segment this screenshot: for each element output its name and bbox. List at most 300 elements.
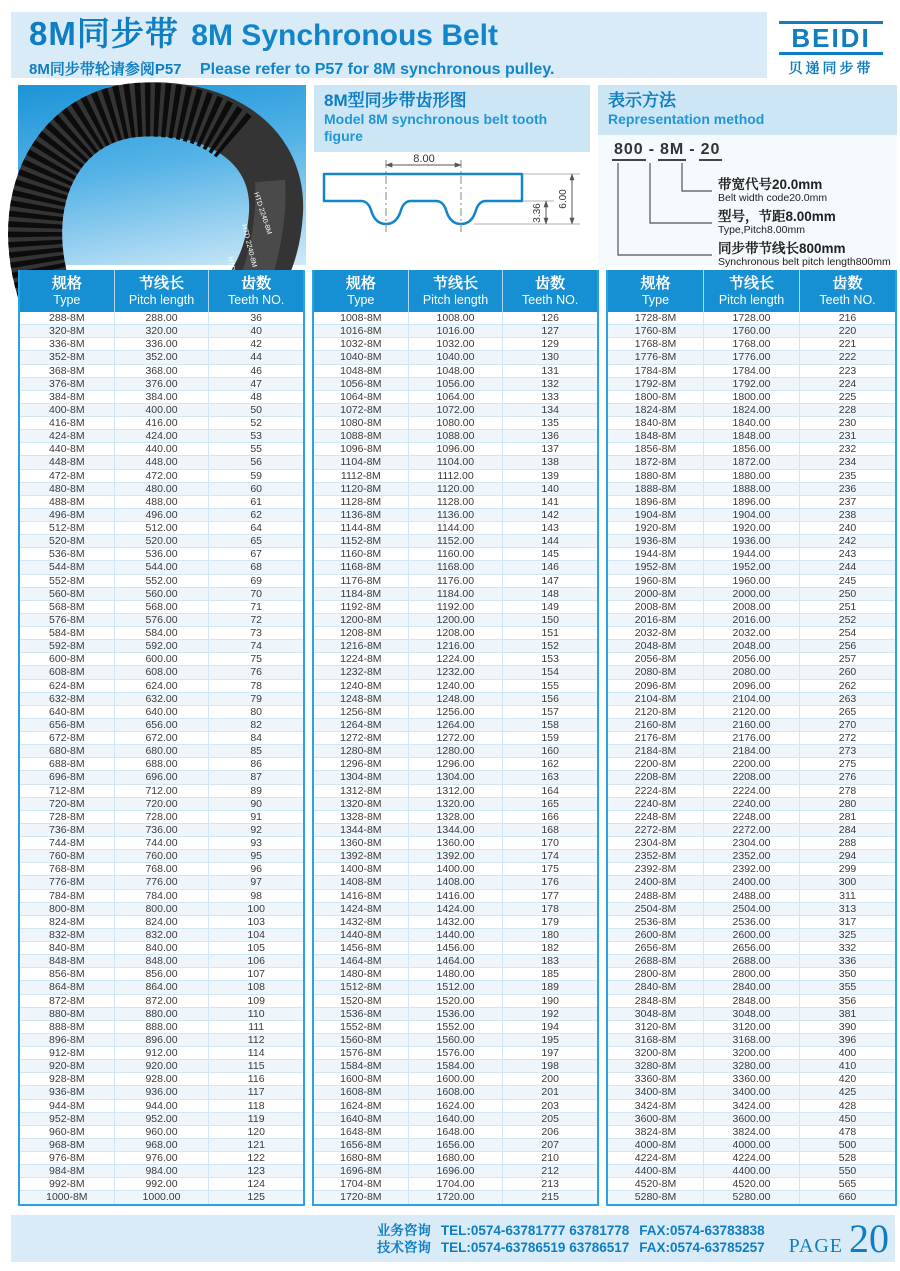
pitch-length-cell: 3280.00 <box>703 1060 799 1072</box>
type-cell: 1456-8M <box>340 942 382 955</box>
teeth-no-cell: 44 <box>208 351 303 363</box>
teeth-no-cell: 117 <box>208 1086 303 1098</box>
teeth-no-cell: 245 <box>799 575 895 587</box>
col-type-zh: 规格 <box>51 274 82 292</box>
pitch-length-cell: 2160.00 <box>703 719 799 731</box>
table-row <box>314 312 597 325</box>
type-cell: 672-8M <box>49 732 85 745</box>
table-row <box>608 798 895 811</box>
type-cell: 1624-8M <box>340 1099 382 1112</box>
table-row <box>608 693 895 706</box>
type-cell: 1424-8M <box>340 902 382 915</box>
type-cell: 1008-8M <box>340 312 382 325</box>
type-cell: 2208-8M <box>634 771 677 784</box>
teeth-no-cell: 236 <box>799 483 895 495</box>
table-row <box>20 1021 303 1034</box>
type-cell: 1272-8M <box>340 732 382 745</box>
teeth-no-cell: 92 <box>208 824 303 836</box>
teeth-no-cell: 67 <box>208 548 303 560</box>
pitch-length-cell: 1072.00 <box>408 404 503 416</box>
type-cell: 960-8M <box>49 1125 85 1138</box>
table-row <box>608 653 895 666</box>
col-pitch-en: Pitch length <box>718 292 785 307</box>
pitch-length-cell: 688.00 <box>114 758 209 770</box>
type-cell: 968-8M <box>49 1138 85 1151</box>
teeth-no-cell: 238 <box>799 509 895 521</box>
table-row <box>314 666 597 679</box>
teeth-no-cell: 129 <box>502 338 597 350</box>
teeth-no-cell: 47 <box>208 378 303 390</box>
pitch-length-cell: 1256.00 <box>408 706 503 718</box>
teeth-no-cell: 220 <box>799 325 895 337</box>
teeth-no-cell: 200 <box>502 1073 597 1085</box>
teeth-no-cell: 185 <box>502 968 597 980</box>
type-cell: 2120-8M <box>634 705 677 718</box>
tooth-figure-title-en: Model 8M synchronous belt tooth figure <box>324 111 548 144</box>
col-pitch-en: Pitch length <box>128 292 195 307</box>
belt-spec-table-2 <box>312 270 599 1206</box>
table-row <box>20 758 303 771</box>
table-row <box>608 1021 895 1034</box>
teeth-no-cell: 157 <box>502 706 597 718</box>
teeth-no-cell: 126 <box>502 312 597 324</box>
teeth-no-cell: 134 <box>502 404 597 416</box>
table-row <box>608 614 895 627</box>
type-cell: 1408-8M <box>340 876 382 889</box>
pitch-length-cell: 936.00 <box>114 1086 209 1098</box>
teeth-no-cell: 75 <box>208 653 303 665</box>
table-row <box>314 680 597 693</box>
pitch-length-cell: 1784.00 <box>703 365 799 377</box>
pitch-length-cell: 368.00 <box>114 365 209 377</box>
teeth-no-cell: 178 <box>502 903 597 915</box>
teeth-no-cell: 263 <box>799 693 895 705</box>
col-type-en: Type <box>641 292 670 307</box>
col-teeth-en: Teeth NO. <box>819 292 876 307</box>
teeth-no-cell: 98 <box>208 890 303 902</box>
teeth-no-cell: 660 <box>799 1191 895 1203</box>
col-type-en: Type <box>53 292 81 307</box>
type-cell: 888-8M <box>49 1020 85 1033</box>
table-row <box>314 496 597 509</box>
teeth-no-cell: 428 <box>799 1100 895 1112</box>
pitch-length-cell: 1536.00 <box>408 1008 503 1020</box>
pitch-length-cell: 1936.00 <box>703 535 799 547</box>
teeth-no-cell: 154 <box>502 666 597 678</box>
teeth-no-cell: 234 <box>799 456 895 468</box>
logo-tagline: 贝递同步带 <box>788 60 874 76</box>
type-cell: 352-8M <box>49 351 85 364</box>
pitch-length-cell: 3400.00 <box>703 1086 799 1098</box>
type-cell: 2096-8M <box>634 679 677 692</box>
pitch-length-cell: 1888.00 <box>703 483 799 495</box>
code-width-label-zh: 带宽代号20.0mm <box>718 177 823 192</box>
table-row <box>608 627 895 640</box>
type-cell: 2000-8M <box>634 587 677 600</box>
table-row <box>608 548 895 561</box>
teeth-no-cell: 84 <box>208 732 303 744</box>
type-cell: 320-8M <box>49 325 85 338</box>
pitch-length-cell: 4000.00 <box>703 1139 799 1151</box>
pitch-length-cell: 1720.00 <box>408 1191 503 1203</box>
type-cell: 3400-8M <box>634 1086 677 1099</box>
pitch-length-cell: 1824.00 <box>703 404 799 416</box>
teeth-no-cell: 313 <box>799 903 895 915</box>
col-type-zh: 规格 <box>640 274 671 292</box>
type-cell: 1656-8M <box>340 1138 382 1151</box>
type-cell: 768-8M <box>49 863 85 876</box>
teeth-no-cell: 222 <box>799 351 895 363</box>
type-cell: 1320-8M <box>340 797 382 810</box>
tooth-profile-diagram <box>314 152 590 280</box>
contact-info <box>377 1222 775 1256</box>
type-cell: 624-8M <box>49 679 85 692</box>
type-cell: 1120-8M <box>340 482 382 495</box>
pitch-length-cell: 1280.00 <box>408 745 503 757</box>
teeth-no-cell: 550 <box>799 1165 895 1177</box>
teeth-no-cell: 381 <box>799 1008 895 1020</box>
code-pitch-length: 800 <box>612 141 646 161</box>
type-cell: 736-8M <box>49 823 85 836</box>
pitch-length-cell: 1952.00 <box>703 561 799 573</box>
type-cell: 1584-8M <box>340 1060 382 1073</box>
type-cell: 944-8M <box>49 1099 85 1112</box>
belt-photo <box>18 85 306 269</box>
teeth-no-cell: 111 <box>208 1021 303 1033</box>
table-row <box>20 391 303 404</box>
column-header-type <box>20 270 114 312</box>
table-row <box>20 640 303 653</box>
teeth-no-cell: 281 <box>799 811 895 823</box>
pitch-length-cell: 552.00 <box>114 575 209 587</box>
teeth-no-cell: 232 <box>799 443 895 455</box>
table-row <box>314 771 597 784</box>
teeth-no-cell: 97 <box>208 876 303 888</box>
table-row <box>608 535 895 548</box>
pitch-length-cell: 1856.00 <box>703 443 799 455</box>
teeth-no-cell: 163 <box>502 771 597 783</box>
table-row <box>314 404 597 417</box>
pitch-length-cell: 1608.00 <box>408 1086 503 1098</box>
type-cell: 1704-8M <box>340 1178 382 1191</box>
teeth-no-cell: 203 <box>502 1100 597 1112</box>
table-row <box>608 325 895 338</box>
teeth-no-cell: 278 <box>799 785 895 797</box>
pitch-length-cell: 1680.00 <box>408 1152 503 1164</box>
type-cell: 1216-8M <box>340 640 382 653</box>
table-row <box>20 338 303 351</box>
pitch-length-cell: 1648.00 <box>408 1126 503 1138</box>
teeth-no-cell: 355 <box>799 981 895 993</box>
type-cell: 640-8M <box>49 705 85 718</box>
pitch-length-cell: 2536.00 <box>703 916 799 928</box>
teeth-no-cell: 112 <box>208 1034 303 1046</box>
teeth-no-cell: 156 <box>502 693 597 705</box>
type-cell: 1680-8M <box>340 1152 382 1165</box>
table-row <box>20 509 303 522</box>
type-cell: 1176-8M <box>340 574 382 587</box>
pitch-length-cell: 3120.00 <box>703 1021 799 1033</box>
pitch-length-cell: 2048.00 <box>703 640 799 652</box>
type-cell: 1208-8M <box>340 627 382 640</box>
teeth-no-cell: 244 <box>799 561 895 573</box>
pitch-length-cell: 872.00 <box>114 995 209 1007</box>
teeth-no-cell: 82 <box>208 719 303 731</box>
type-cell: 416-8M <box>49 417 85 430</box>
table-header <box>20 270 303 312</box>
table-row <box>20 798 303 811</box>
pitch-length-cell: 1800.00 <box>703 391 799 403</box>
table-row <box>314 325 597 338</box>
teeth-no-cell: 142 <box>502 509 597 521</box>
pitch-length-cell: 440.00 <box>114 443 209 455</box>
table-row <box>608 365 895 378</box>
teeth-no-cell: 78 <box>208 680 303 692</box>
pitch-length-cell: 856.00 <box>114 968 209 980</box>
teeth-no-cell: 262 <box>799 680 895 692</box>
type-cell: 1800-8M <box>634 390 677 403</box>
pitch-length-cell: 536.00 <box>114 548 209 560</box>
type-cell: 872-8M <box>49 994 85 1007</box>
type-cell: 2304-8M <box>634 837 677 850</box>
type-cell: 728-8M <box>49 810 85 823</box>
teeth-no-cell: 46 <box>208 365 303 377</box>
type-cell: 2600-8M <box>634 928 677 941</box>
teeth-no-cell: 500 <box>799 1139 895 1151</box>
pitch-length-cell: 1640.00 <box>408 1113 503 1125</box>
teeth-no-cell: 61 <box>208 496 303 508</box>
pitch-length-cell: 2248.00 <box>703 811 799 823</box>
teeth-no-cell: 299 <box>799 863 895 875</box>
pitch-length-cell: 2056.00 <box>703 653 799 665</box>
table-row <box>20 1191 303 1203</box>
table-row <box>608 968 895 981</box>
type-cell: 1648-8M <box>340 1125 382 1138</box>
teeth-no-cell: 194 <box>502 1021 597 1033</box>
teeth-no-cell: 224 <box>799 378 895 390</box>
pitch-length-cell: 544.00 <box>114 561 209 573</box>
brand-logo <box>767 12 895 78</box>
col-type-en: Type <box>347 292 375 307</box>
type-cell: 3424-8M <box>634 1099 677 1112</box>
teeth-no-cell: 183 <box>502 955 597 967</box>
type-cell: 1312-8M <box>340 784 382 797</box>
type-cell: 1224-8M <box>340 653 382 666</box>
pitch-length-cell: 1464.00 <box>408 955 503 967</box>
pitch-length-cell: 2304.00 <box>703 837 799 849</box>
teeth-no-cell: 95 <box>208 850 303 862</box>
table-row <box>608 771 895 784</box>
pitch-length-cell: 2840.00 <box>703 981 799 993</box>
table-row <box>608 1008 895 1021</box>
table-row <box>608 404 895 417</box>
type-cell: 2008-8M <box>634 600 677 613</box>
table-row <box>608 1139 895 1152</box>
teeth-no-cell: 107 <box>208 968 303 980</box>
table-header <box>314 270 597 312</box>
teeth-no-cell: 40 <box>208 325 303 337</box>
teeth-no-cell: 93 <box>208 837 303 849</box>
column-header-teeth-no <box>799 270 895 312</box>
teeth-no-cell: 96 <box>208 863 303 875</box>
teeth-no-cell: 137 <box>502 443 597 455</box>
teeth-no-cell: 71 <box>208 601 303 613</box>
pitch-length-cell: 824.00 <box>114 916 209 928</box>
type-cell: 576-8M <box>49 613 85 626</box>
pitch-length-cell: 880.00 <box>114 1008 209 1020</box>
teeth-no-cell: 106 <box>208 955 303 967</box>
type-cell: 2504-8M <box>634 902 677 915</box>
teeth-no-cell: 89 <box>208 785 303 797</box>
pitch-length-cell: 2352.00 <box>703 850 799 862</box>
pitch-length-cell: 1432.00 <box>408 916 503 928</box>
pitch-length-cell: 1040.00 <box>408 351 503 363</box>
pitch-length-cell: 1704.00 <box>408 1178 503 1190</box>
pitch-length-cell: 1520.00 <box>408 995 503 1007</box>
teeth-no-cell: 228 <box>799 404 895 416</box>
teeth-no-cell: 235 <box>799 470 895 482</box>
col-pitch-zh: 节线长 <box>139 274 185 292</box>
table-row <box>608 1178 895 1191</box>
table-row <box>608 391 895 404</box>
column-header-pitch-length <box>114 270 209 312</box>
pitch-length-cell: 3048.00 <box>703 1008 799 1020</box>
table-row <box>314 614 597 627</box>
teeth-no-cell: 179 <box>502 916 597 928</box>
table-row <box>608 903 895 916</box>
pitch-length-cell: 1768.00 <box>703 338 799 350</box>
table-row <box>20 1034 303 1047</box>
pitch-length-cell: 2176.00 <box>703 732 799 744</box>
teeth-no-cell: 153 <box>502 653 597 665</box>
table-row <box>20 325 303 338</box>
type-cell: 1896-8M <box>634 495 677 508</box>
pitch-length-cell: 1696.00 <box>408 1165 503 1177</box>
pitch-length-cell: 960.00 <box>114 1126 209 1138</box>
type-cell: 1136-8M <box>340 508 382 521</box>
type-cell: 1776-8M <box>634 351 677 364</box>
column-header-type <box>314 270 408 312</box>
pitch-length-cell: 1296.00 <box>408 758 503 770</box>
table-row <box>608 1165 895 1178</box>
pitch-length-cell: 1880.00 <box>703 470 799 482</box>
belt-spec-table-3 <box>606 270 897 1206</box>
teeth-no-cell: 148 <box>502 588 597 600</box>
pitch-length-cell: 520.00 <box>114 535 209 547</box>
pitch-length-cell: 1400.00 <box>408 863 503 875</box>
teeth-no-cell: 317 <box>799 916 895 928</box>
col-teeth-zh: 齿数 <box>535 274 566 292</box>
pitch-length-cell: 2184.00 <box>703 745 799 757</box>
type-cell: 1096-8M <box>340 443 382 456</box>
teeth-no-cell: 121 <box>208 1139 303 1151</box>
teeth-no-cell: 70 <box>208 588 303 600</box>
table-row <box>20 1060 303 1073</box>
teeth-no-cell: 254 <box>799 627 895 639</box>
table-row <box>314 1113 597 1126</box>
table-row <box>314 693 597 706</box>
teeth-no-cell: 243 <box>799 548 895 560</box>
type-cell: 696-8M <box>49 771 85 784</box>
pitch-length-cell: 1128.00 <box>408 496 503 508</box>
type-cell: 1848-8M <box>634 430 677 443</box>
contact-tel: TEL:0574-63786519 63786517 <box>440 1239 630 1255</box>
pitch-length-cell: 1096.00 <box>408 443 503 455</box>
type-cell: 440-8M <box>49 443 85 456</box>
teeth-no-cell: 118 <box>208 1100 303 1112</box>
pitch-length-cell: 1112.00 <box>408 470 503 482</box>
teeth-no-cell: 230 <box>799 417 895 429</box>
type-cell: 480-8M <box>49 482 85 495</box>
page-number-tag <box>788 1215 889 1261</box>
type-cell: 1304-8M <box>340 771 382 784</box>
table-row <box>314 837 597 850</box>
teeth-no-cell: 48 <box>208 391 303 403</box>
table-row <box>314 391 597 404</box>
pitch-length-cell: 2224.00 <box>703 785 799 797</box>
teeth-no-cell: 356 <box>799 995 895 1007</box>
type-cell: 3824-8M <box>634 1125 677 1138</box>
belt-photo-illustration <box>18 85 306 269</box>
teeth-no-cell: 160 <box>502 745 597 757</box>
table-row <box>608 758 895 771</box>
pitch-length-cell: 3360.00 <box>703 1073 799 1085</box>
table-row <box>20 1165 303 1178</box>
pitch-length-cell: 1552.00 <box>408 1021 503 1033</box>
type-cell: 1880-8M <box>634 469 677 482</box>
teeth-no-cell: 273 <box>799 745 895 757</box>
table-row <box>20 890 303 903</box>
table-row <box>314 968 597 981</box>
type-cell: 4400-8M <box>634 1165 677 1178</box>
type-cell: 1064-8M <box>340 390 382 403</box>
table-row <box>314 1139 597 1152</box>
teeth-no-cell: 174 <box>502 850 597 862</box>
type-cell: 840-8M <box>49 942 85 955</box>
type-cell: 1696-8M <box>340 1165 382 1178</box>
pitch-length-cell: 968.00 <box>114 1139 209 1151</box>
type-cell: 2840-8M <box>634 981 677 994</box>
belt-print-label: HTD 2240-8M <box>252 191 273 236</box>
type-cell: 656-8M <box>49 718 85 731</box>
type-cell: 1128-8M <box>340 495 382 508</box>
table-row <box>314 483 597 496</box>
teeth-no-cell: 189 <box>502 981 597 993</box>
table-row <box>314 561 597 574</box>
pitch-length-cell: 2016.00 <box>703 614 799 626</box>
type-cell: 680-8M <box>49 745 85 758</box>
pitch-length-cell: 1120.00 <box>408 483 503 495</box>
type-cell: 488-8M <box>49 495 85 508</box>
type-cell: 1400-8M <box>340 863 382 876</box>
contact-line-technical <box>377 1239 775 1256</box>
table-row <box>608 981 895 994</box>
type-cell: 288-8M <box>49 312 85 325</box>
table-row <box>608 1060 895 1073</box>
teeth-no-cell: 198 <box>502 1060 597 1072</box>
pitch-length-cell: 584.00 <box>114 627 209 639</box>
teeth-no-cell: 103 <box>208 916 303 928</box>
table-row <box>20 732 303 745</box>
pitch-length-cell: 1264.00 <box>408 719 503 731</box>
teeth-no-cell: 175 <box>502 863 597 875</box>
pitch-length-cell: 840.00 <box>114 942 209 954</box>
pitch-length-cell: 1408.00 <box>408 876 503 888</box>
pitch-length-cell: 1248.00 <box>408 693 503 705</box>
type-cell: 1280-8M <box>340 745 382 758</box>
table-row <box>20 483 303 496</box>
table-row <box>20 456 303 469</box>
